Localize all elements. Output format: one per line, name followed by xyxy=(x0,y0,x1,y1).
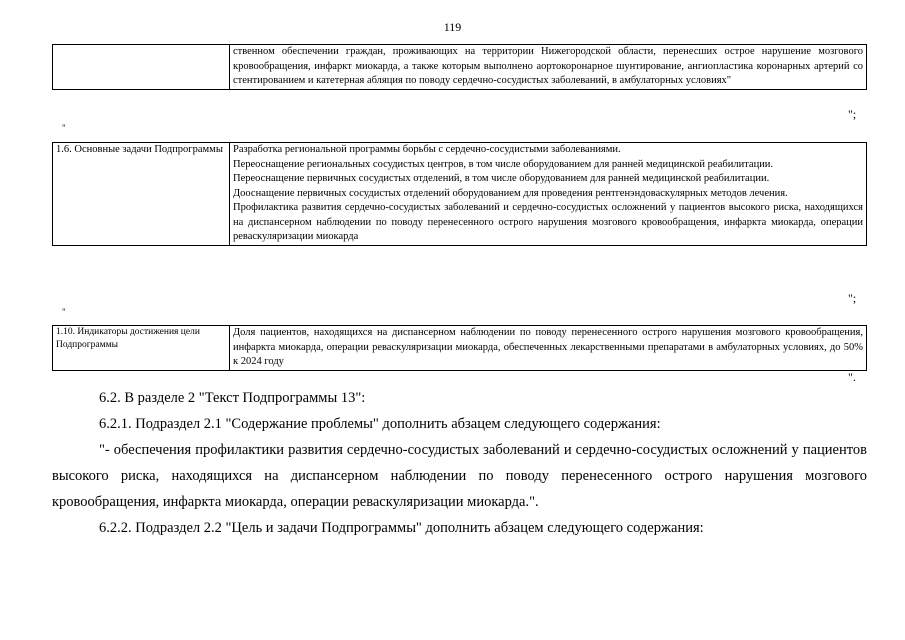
indicators-heading: 1.10. Индикаторы достижения цели Подпрограммы xyxy=(53,326,230,371)
tasks-list xyxy=(230,143,867,246)
table-row xyxy=(53,143,867,246)
indicators-text: Доля пациентов, находящихся на диспансерном наблюдении по поводу перенесенного острого нарушения мозгового кровообращения, инфаркта миокарда, операции реваскуляризации миокарда, обеспеченных лекарственными препаратами в амбулаторных условиях, до 50% к 2024 году xyxy=(230,326,867,371)
table-tasks xyxy=(52,142,867,246)
opening-quote: " xyxy=(62,123,66,133)
table-row xyxy=(53,45,867,90)
closing-quote: "; xyxy=(848,291,857,305)
table-continuation xyxy=(52,44,867,90)
body-text xyxy=(52,385,867,541)
task-item: Разработка региональной программы борьбы с сердечно-сосудистыми заболеваниями. xyxy=(233,144,621,155)
tasks-heading: 1.6. Основные задачи Подпрограммы xyxy=(53,143,230,246)
table-indicators xyxy=(52,325,867,371)
task-item: Переоснащение первичных сосудистых отделений, в том числе оборудованием для ранней медицинской реабилитации. xyxy=(233,173,770,184)
closing-quote: "; xyxy=(848,107,857,121)
paragraph: 6.2.2. Подраздел 2.2 "Цель и задачи Подпрограммы" дополнить абзацем следующего содержания: xyxy=(99,520,704,536)
page-number: 119 xyxy=(443,20,462,34)
paragraph: "- обеспечения профилактики развития сердечно-сосудистых заболеваний и сердечно-сосудистых осложнений у пациентов высокого риска, находящихся на диспансерном наблюдении по поводу перенесенного острого нарушения мозгового кровообращения, инфаркта миокарда, операции реваскуляризации миокарда.". xyxy=(52,442,867,510)
table-row xyxy=(53,326,867,371)
paragraph: 6.2.1. Подраздел 2.1 "Содержание проблемы" дополнить абзацем следующего содержания: xyxy=(99,416,661,432)
table-cell-right: ственном обеспечении граждан, проживающих на территории Нижегородской области, перенесших острое нарушение мозгового кровообращения, инфаркт миокарда, а также которым выполнено аортокоронарное шунтирование, ангиопластика коронарных артерий со стентированием и катетерная абляция по поводу сердечно-сосудистых заболеваний, в амбулаторных условиях" xyxy=(230,45,867,90)
table-cell-left xyxy=(53,45,230,90)
task-item: Дооснащение первичных сосудистых отделений оборудованием для проведения рентгенэндоваскулярных методов лечения. xyxy=(233,187,788,199)
task-item: Профилактика развития сердечно-сосудистых заболеваний и сердечно-сосудистых осложнений у пациентов высокого риска, находящихся на диспансерном наблюдении по поводу перенесенного острого нарушения мозгового кровообращения, инфаркта миокарда, операции реваскуляризации миокарда xyxy=(233,202,863,242)
closing-quote: ". xyxy=(848,370,856,384)
paragraph: 6.2. В разделе 2 "Текст Подпрограммы 13": xyxy=(99,390,366,406)
task-item: Переоснащение региональных сосудистых центров, в том числе оборудованием для ранней медицинской реабилитации. xyxy=(233,158,774,170)
opening-quote: " xyxy=(62,307,66,317)
